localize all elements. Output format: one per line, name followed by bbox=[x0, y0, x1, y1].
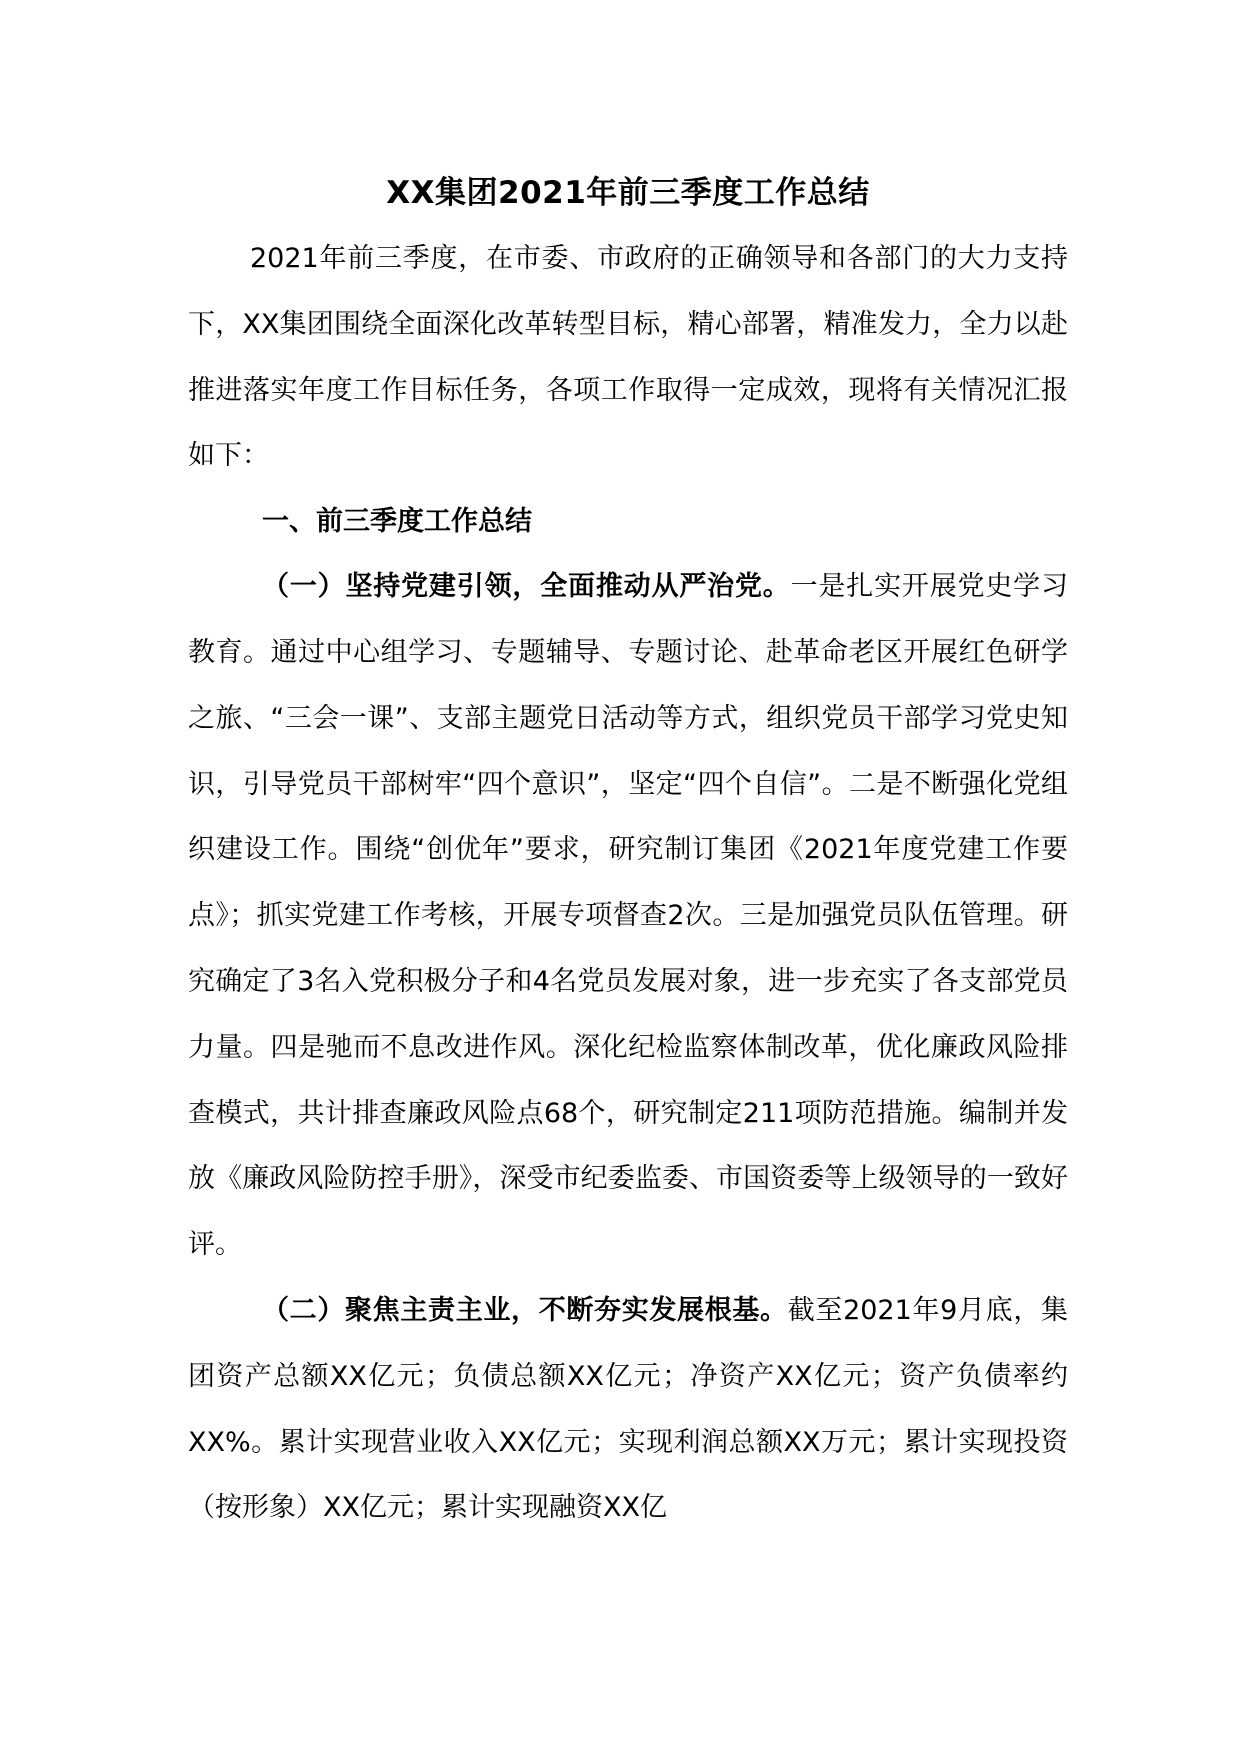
subsection-1-paragraph bbox=[188, 554, 1068, 1278]
section-heading: 一、前三季度工作总结 bbox=[262, 506, 532, 538]
subsection-2-paragraph bbox=[188, 1278, 1068, 1541]
subsection-2-heading: （二）聚焦主责主业，不断夯实发展根基。 bbox=[262, 1294, 788, 1326]
document-title: XX集团2021年前三季度工作总结 bbox=[386, 175, 870, 211]
subsection-2-body: 截至2021年9月底，集团资产总额XX亿元；负债总额XX亿元；净资产XX亿元；资产负债率约XX%。累计实现营业收入XX亿元；实现利润总额XX万元；累计实现投资（按形象）XX亿元；累计实现融资XX亿 bbox=[188, 1294, 1068, 1524]
document-page bbox=[188, 160, 1068, 1541]
subsection-1-heading: （一）坚持党建引领，全面推动从严治党。 bbox=[262, 571, 791, 603]
subsection-1-body: 一是扎实开展党史学习教育。通过中心组学习、专题辅导、专题讨论、赴革命老区开展红色研学之旅、“三会一课”、支部主题党日活动等方式，组织党员干部学习党史知识，引导党员干部树牢“四个意识”，坚定“四个自信”。二是不断强化党组织建设工作。围绕“创优年”要求，研究制订集团《2021年度党建工作要点》；抓实党建工作考核，开展专项督查2次。三是加强党员队伍管理。研究确定了3名入党积极分子和4名党员发展对象，进一步充实了各支部党员力量。四是驰而不息改进作风。深化纪检监察体制改革，优化廉政风险排查模式，共计排查廉政风险点68个，研究制定211项防范措施。编制并发放《廉政风险防控手册》，深受市纪委监委、市国资委等上级领导的一致好评。 bbox=[188, 571, 1069, 1261]
intro-paragraph: 2021年前三季度，在市委、市政府的正确领导和各部门的大力支持下，XX集团围绕全面深化改革转型目标，精心部署，精准发力，全力以赴推进落实年度工作目标任务，各项工作取得一定成效，现将有关情况汇报如下： bbox=[188, 243, 1068, 472]
